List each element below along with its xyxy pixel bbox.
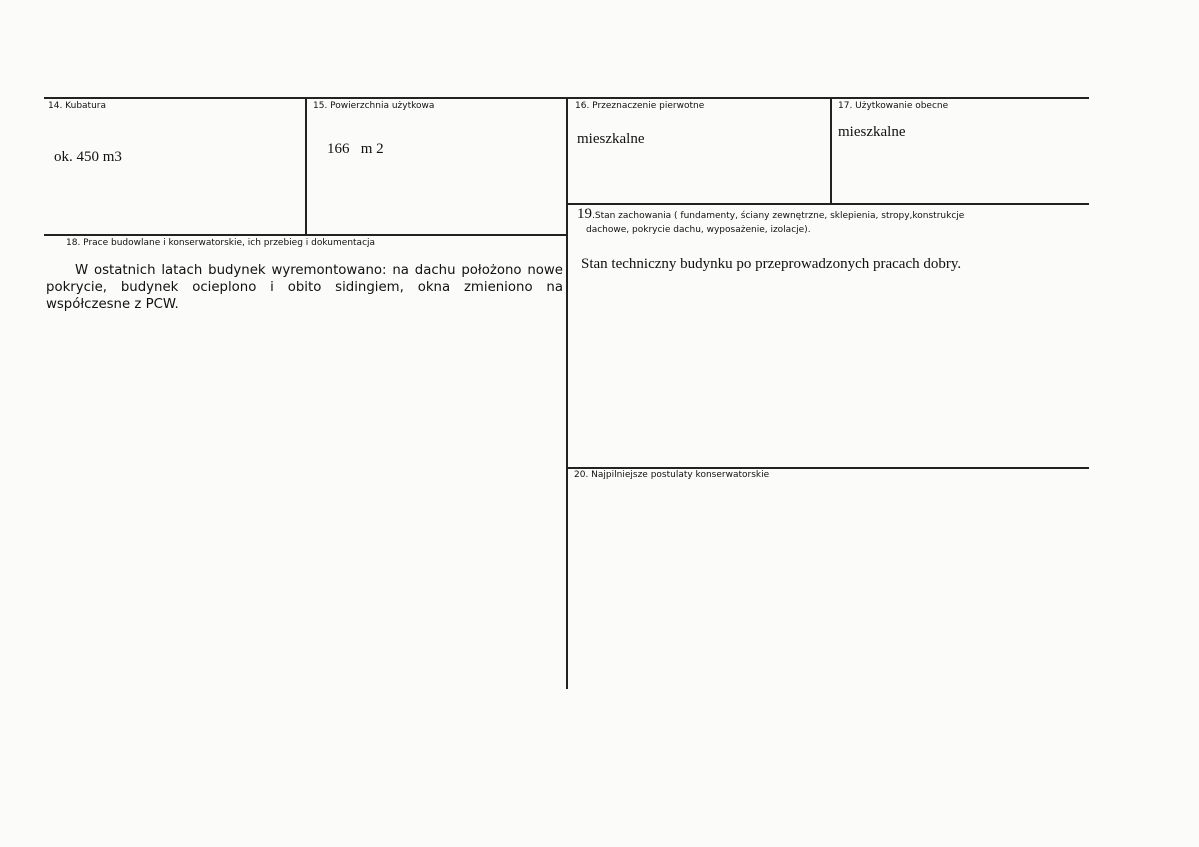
- field-19-value: Stan techniczny budynku po przeprowadzonych pracach dobry.: [581, 256, 962, 272]
- field-17-label: 17. Użytkowanie obecne: [838, 101, 949, 111]
- field-14-label: 14. Kubatura: [48, 101, 107, 111]
- field-16-value: mieszkalne: [577, 131, 645, 147]
- field-19-label-line2: dachowe, pokrycie dachu, wyposażenie, izolacje).: [586, 225, 811, 235]
- field-20-label: 20. Najpilniejsze postulaty konserwatorskie: [574, 470, 770, 480]
- field-17-value: mieszkalne: [838, 124, 906, 140]
- field-19-number: 19: [577, 206, 592, 222]
- divider: [44, 234, 568, 236]
- divider: [566, 467, 1089, 469]
- field-15-label: 15. Powierzchnia użytkowa: [313, 101, 435, 111]
- divider: [830, 97, 832, 205]
- field-19-label-line1: .Stan zachowania ( fundamenty, ściany zewnętrzne, sklepienia, stropy,konstrukcje: [592, 211, 965, 221]
- field-15-value: 166 m 2: [327, 141, 384, 157]
- field-18-label: 18. Prace budowlane i konserwatorskie, ich przebieg i dokumentacja: [66, 238, 376, 248]
- divider: [566, 97, 568, 689]
- field-18-value: W ostatnich latach budynek wyremontowano: na dachu położono nowe pokrycie, budynek ocieplono i obito sidingiem, okna zmieniono na współczesne z PCW.: [46, 263, 563, 312]
- field-14-value: ok. 450 m3: [54, 149, 122, 165]
- field-16-label: 16. Przeznaczenie pierwotne: [575, 101, 705, 111]
- field-19-label: [577, 206, 964, 223]
- divider: [566, 203, 1089, 205]
- divider: [305, 97, 307, 236]
